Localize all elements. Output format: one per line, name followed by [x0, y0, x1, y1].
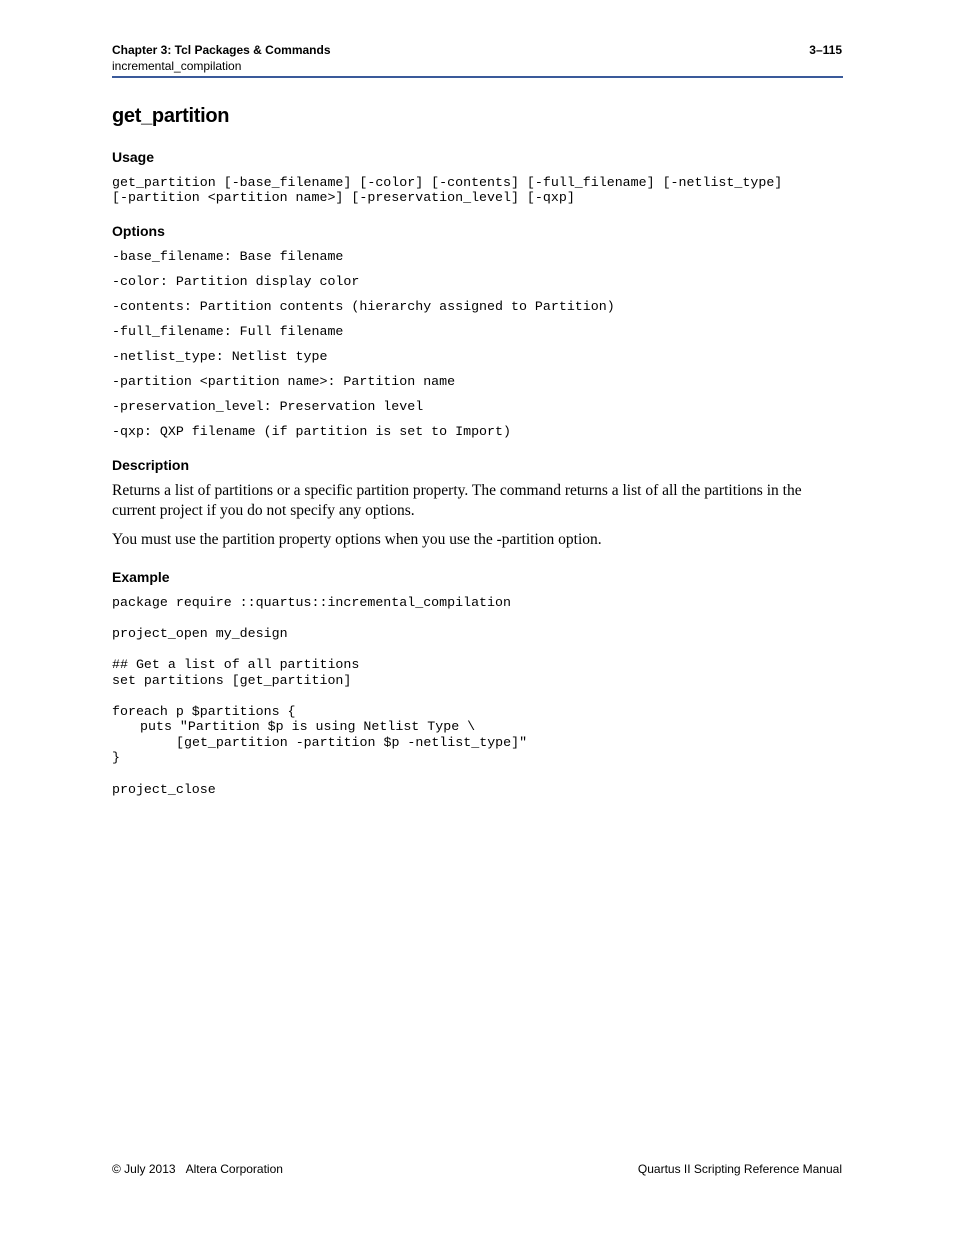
option-item: -base_filename: Base filename [112, 249, 344, 264]
example-line: foreach p $partitions { [112, 704, 296, 719]
option-item: -partition <partition name>: Partition name [112, 374, 456, 389]
example-line: package require ::quartus::incremental_compilation [112, 595, 511, 610]
option-item: -preservation_level: Preservation level [112, 399, 424, 414]
page-title: get_partition [112, 105, 230, 127]
example-line: project_open my_design [112, 626, 288, 641]
example-line: puts "Partition $p is using Netlist Type \ [140, 719, 476, 734]
option-item: -contents: Partition contents (hierarchy assigned to Partition) [112, 299, 615, 314]
footer-manual-title: Quartus II Scripting Reference Manual [637, 1162, 842, 1176]
option-item: -full_filename: Full filename [112, 324, 344, 339]
example-line: [get_partition -partition $p -netlist_type]" [176, 735, 528, 750]
header-section: incremental_compilation [112, 59, 242, 73]
usage-heading: Usage [112, 149, 155, 165]
option-item: -color: Partition display color [112, 274, 360, 289]
page-number: 3–115 [809, 43, 842, 57]
description-paragraph-2: You must use the partition property options when you use the -partition option. [112, 531, 602, 548]
footer-left [112, 1162, 283, 1176]
description-heading: Description [112, 457, 190, 473]
description-paragraph-1: Returns a list of partitions or a specific partition property. The command returns a list of all the partitions in the current project if you do not specify any options. [112, 482, 802, 519]
usage-line-1: get_partition [-base_filename] [-color] [-contents] [-full_filename] [-netlist_type] [112, 175, 783, 190]
example-line: set partitions [get_partition] [112, 673, 352, 688]
footer-date: © July 2013 [112, 1162, 176, 1176]
header-rule [112, 76, 843, 78]
header-chapter: Chapter 3: Tcl Packages & Commands [112, 43, 331, 57]
example-comment: ## Get a list of all partitions [112, 657, 360, 672]
option-item: -qxp: QXP filename (if partition is set to Import) [112, 424, 511, 439]
example-line: project_close [112, 782, 216, 797]
option-item: -netlist_type: Netlist type [112, 349, 328, 364]
example-heading: Example [112, 569, 170, 585]
options-heading: Options [112, 223, 165, 239]
usage-line-2: [-partition <partition name>] [-preservation_level] [-qxp] [112, 190, 575, 205]
footer-company: Altera Corporation [185, 1162, 283, 1176]
example-line: } [112, 750, 120, 765]
